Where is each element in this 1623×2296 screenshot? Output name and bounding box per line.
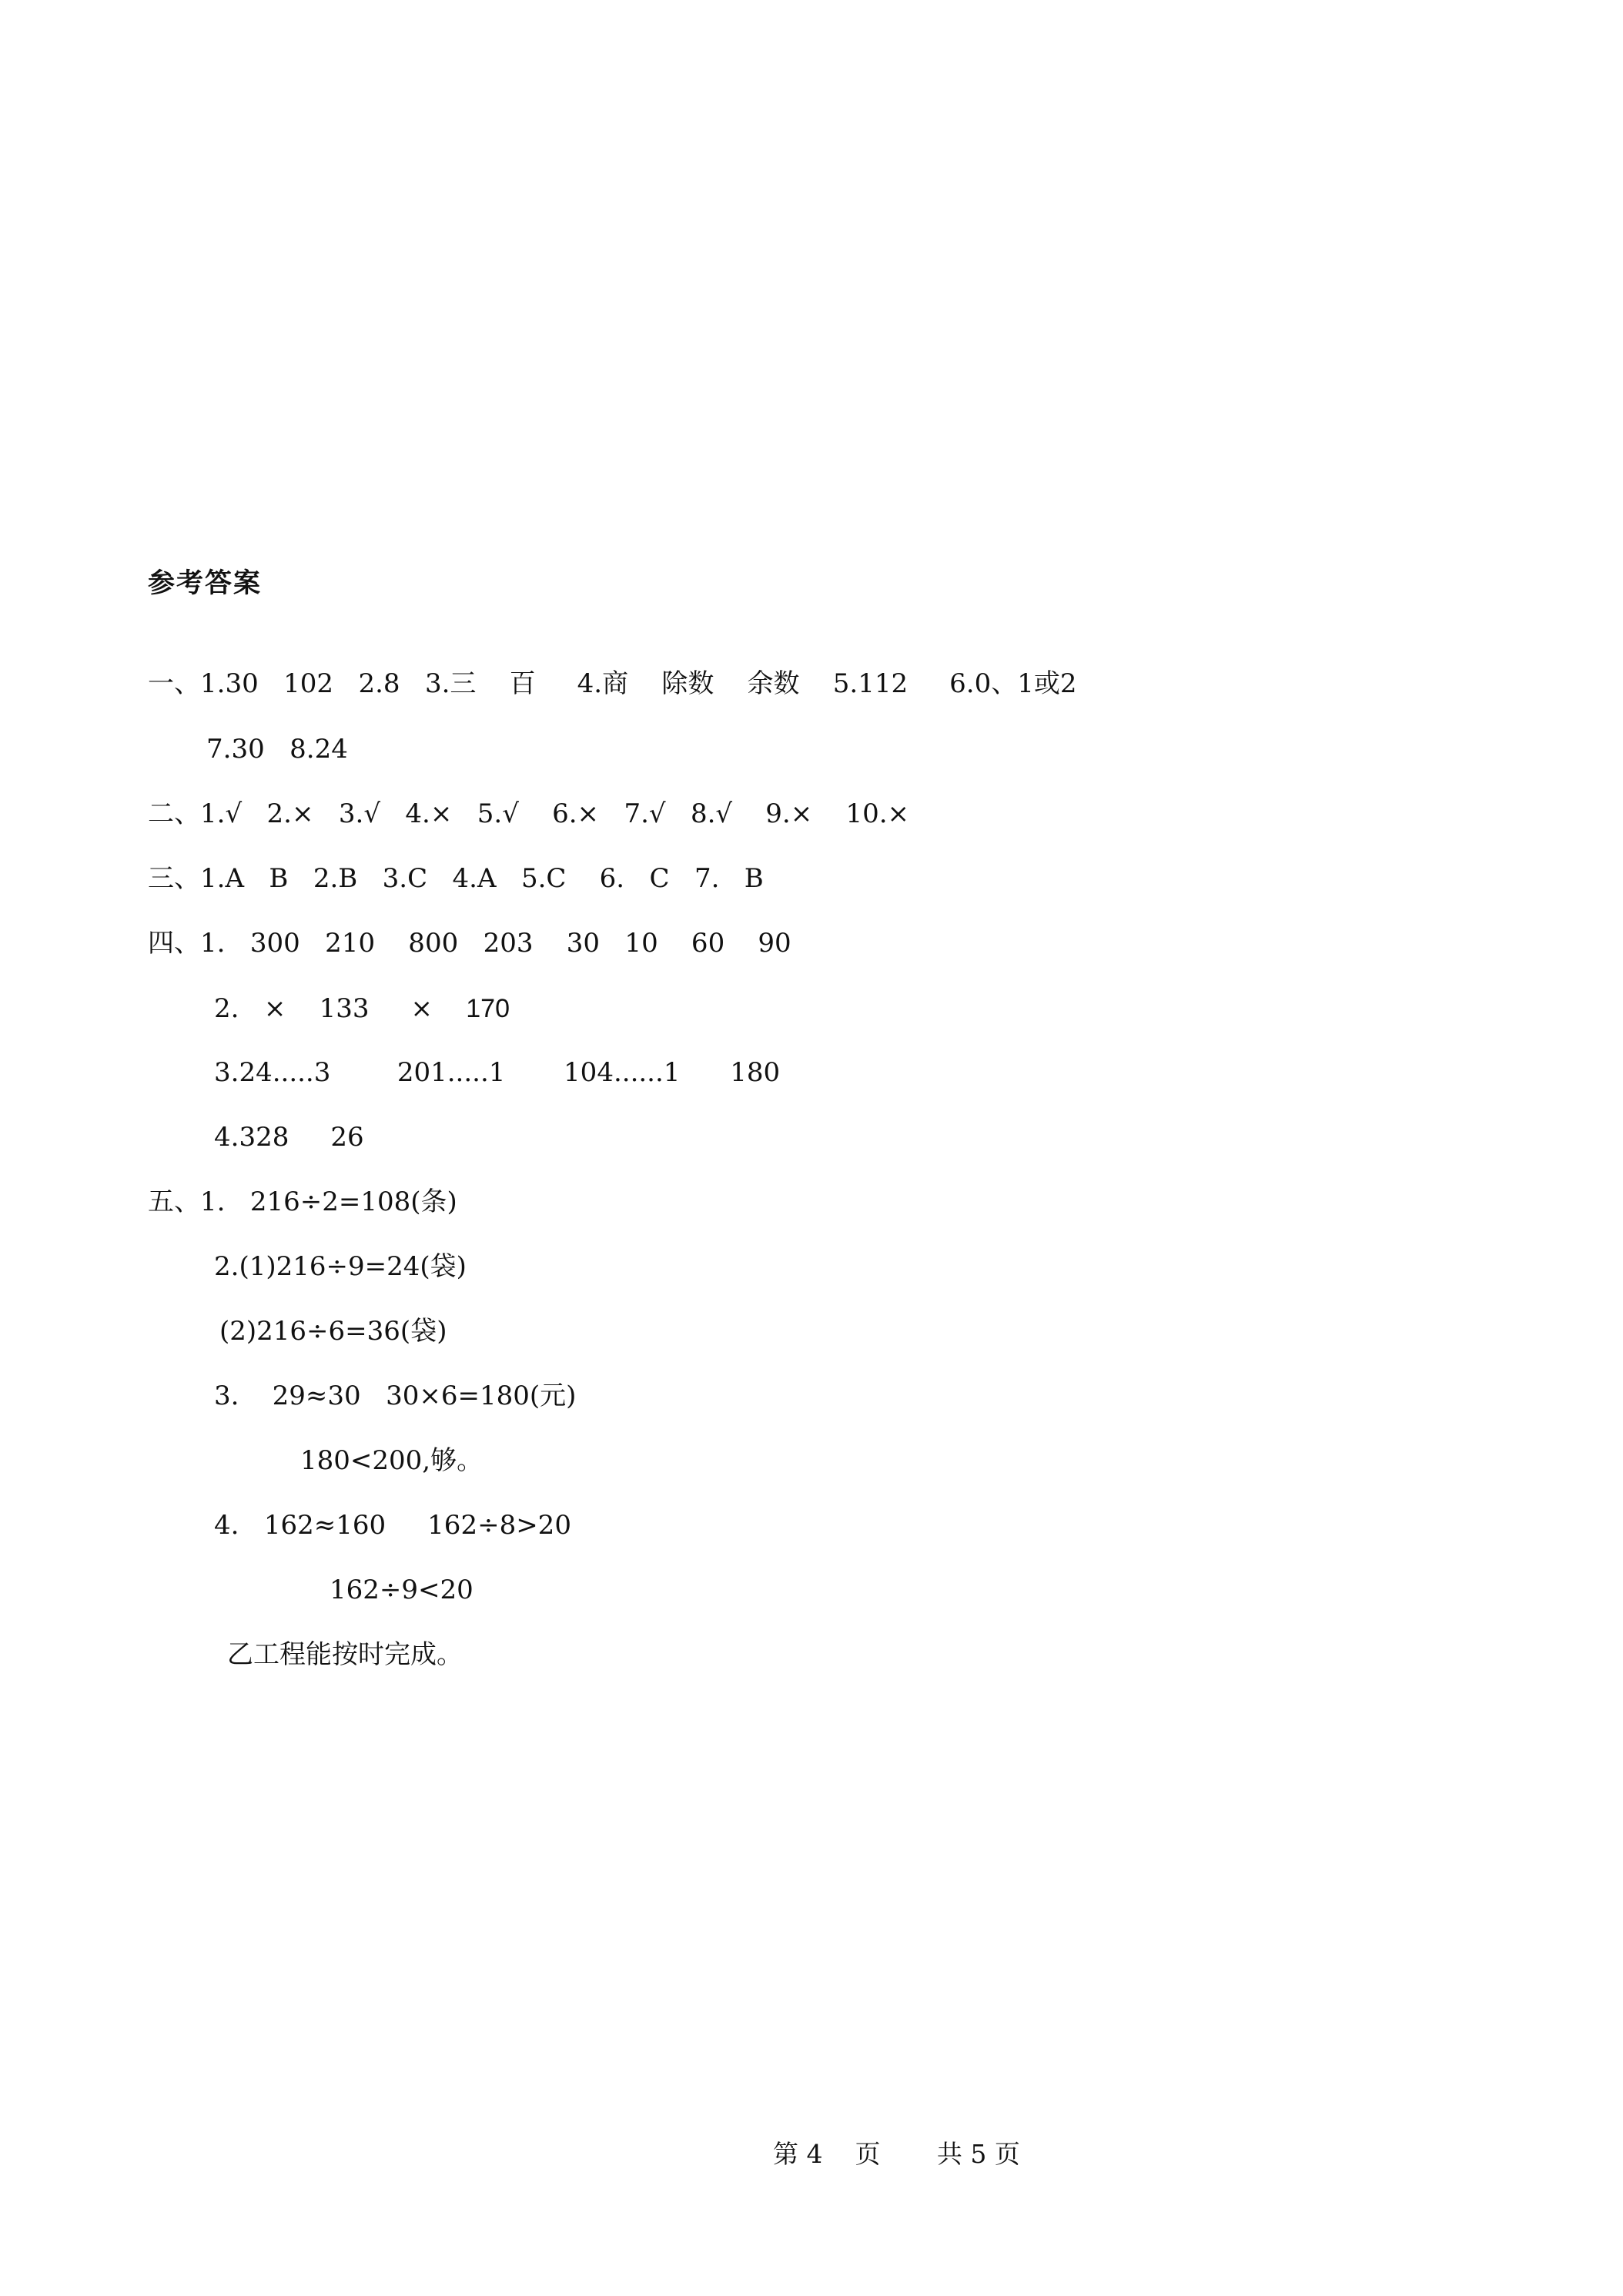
answer-line-section-5-row-3: (2)216÷6=36(袋) [219,1316,447,1347]
answer-line-section-4-row-2-part-a: 2. × 133 × [214,993,433,1024]
answer-line-section-4-row-3: 3.24.....3 201.....1 104......1 180 [214,1057,781,1088]
page-title: 参考答案 [148,568,263,599]
page-footer: 第 4 页 共 5 页 [773,2139,1020,2169]
answer-line-section-3: 三、1.A B 2.B 3.C 4.A 5.C 6. C 7. B [148,863,764,894]
answer-line-section-4-row-2-part-b: 170 [466,994,510,1023]
answer-line-section-5-row-6: 4. 162≈160 162÷8>20 [214,1510,571,1541]
answer-line-section-2: 二、1.√ 2.× 3.√ 4.× 5.√ 6.× 7.√ 8.√ 9.× 10.× [148,798,910,829]
answer-line-section-4-row-1: 四、1. 300 210 800 203 30 10 60 90 [148,928,791,959]
answer-line-section-5-row-5: 180<200,够。 [300,1445,484,1476]
answer-line-section-5-row-7: 162÷9<20 [330,1575,474,1605]
answer-line-section-4-row-2 [214,993,510,1024]
answer-line-section-5-row-2: 2.(1)216÷9=24(袋) [214,1251,467,1282]
answer-line-section-1-row-2: 7.30 8.24 [206,734,348,765]
answer-line-section-1-row-1: 一、1.30 102 2.8 3.三 百 4.商 除数 余数 5.112 6.0、1或2 [148,668,1077,699]
answer-line-section-4-row-4: 4.328 26 [214,1122,364,1153]
answer-line-section-5-row-1: 五、1. 216÷2=108(条) [148,1186,457,1217]
answer-line-section-5-row-8: 乙工程能按时完成。 [227,1639,463,1670]
answer-line-section-5-row-4: 3. 29≈30 30×6=180(元) [214,1381,577,1411]
